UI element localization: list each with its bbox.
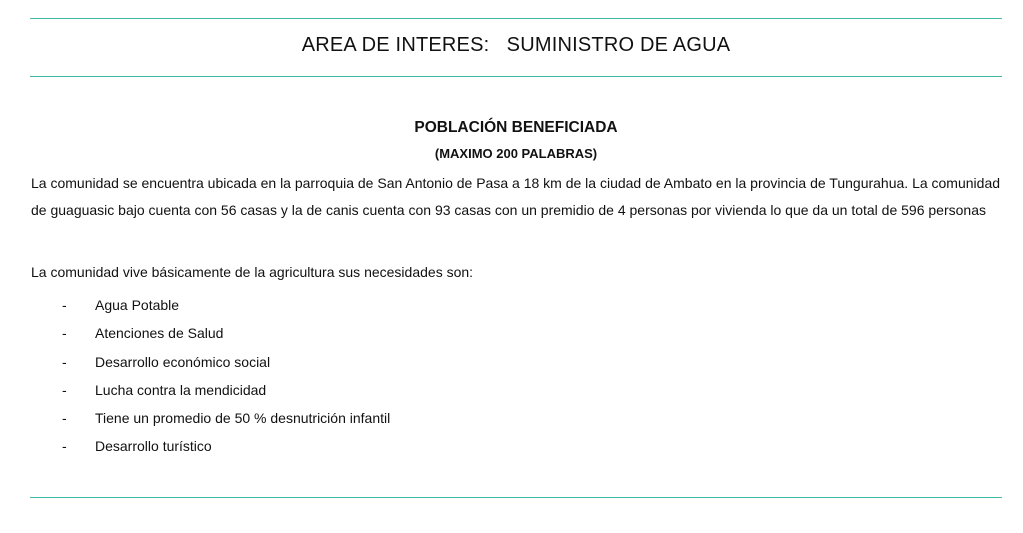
bullet-dash: - <box>62 381 67 398</box>
population-description: La comunidad se encuentra ubicada en la parroquia de San Antonio de Pasa a 18 km de la ciudad de Ambato en la provincia de Tungurahua. La comunidad de guaguasic bajo cuenta con 56 casas y la de canis cuenta con 93 casas con un premidio de 4 personas por vivienda lo que da un total de 596 personas <box>31 175 1001 218</box>
list-item-text: Desarrollo turístico <box>95 438 212 455</box>
bottom-divider <box>30 497 1002 498</box>
bullet-dash: - <box>62 297 67 313</box>
section-subtitle: (MAXIMO 200 PALABRAS) <box>434 146 598 161</box>
list-item-text: Tiene un promedio de 50 % desnutrición infantil <box>95 410 391 427</box>
list-item-text: Agua Potable <box>95 297 180 313</box>
list-item-text: Desarrollo económico social <box>95 353 271 370</box>
section-title: POBLACIÓN BENEFICIADA <box>414 119 618 136</box>
bullet-dash: - <box>62 438 67 455</box>
top-divider <box>30 18 1002 19</box>
bullet-dash: - <box>62 353 67 370</box>
list-item-text: Lucha contra la mendicidad <box>95 381 267 398</box>
area-of-interest-title: AREA DE INTERES: SUMINISTRO DE AGUA <box>301 34 731 56</box>
header-divider <box>30 76 1002 77</box>
bullet-dash: - <box>62 325 67 342</box>
needs-intro: La comunidad vive básicamente de la agricultura sus necesidades son: <box>31 264 474 280</box>
list-item-text: Atenciones de Salud <box>95 325 224 342</box>
bullet-dash: - <box>62 410 67 427</box>
